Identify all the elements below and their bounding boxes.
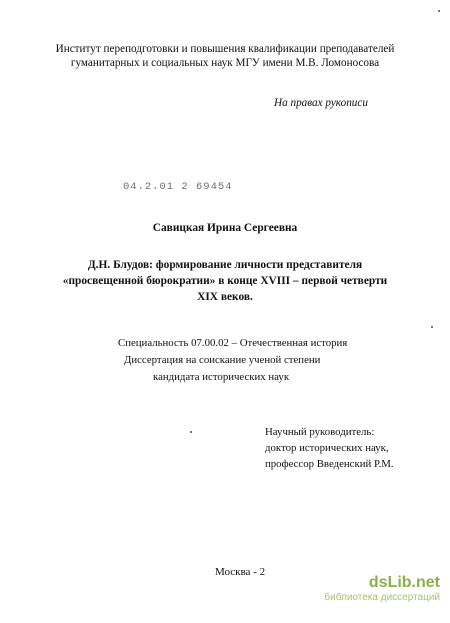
title-line-2: «просвещенной бюрократии» в конце XVIII – первой четверти <box>62 275 388 287</box>
watermark-subtitle: библиотека диссертаций <box>324 592 440 603</box>
specialty-line: Специальность 07.00.02 – Отечественная история <box>118 337 348 349</box>
supervisor-degree: доктор исторических наук, <box>265 442 389 454</box>
supervisor-label: Научный руководитель: <box>265 426 375 438</box>
scan-speck <box>431 326 433 328</box>
author-name: Савицкая Ирина Сергеевна <box>152 222 298 234</box>
scan-speck <box>438 10 440 12</box>
institute-line-1: Институт переподготовки и повышения квалификации преподавателей <box>55 43 395 55</box>
title-line-3: XIX веков. <box>197 291 253 303</box>
watermark <box>318 574 440 603</box>
manuscript-rights-note: На правах рукописи <box>274 97 368 109</box>
city-year: Москва - 2 <box>215 566 266 578</box>
scan-speck <box>190 431 192 433</box>
dissertation-title <box>0 257 450 305</box>
supervisor-name: профессор Введенский Р.М. <box>265 458 394 470</box>
institute-line-2: гуманитарных и социальных наук МГУ имени М.В. Ломоносова <box>70 57 380 69</box>
title-line-1: Д.Н. Блудов: формирование личности представителя <box>87 259 363 271</box>
dissertation-line: Диссертация на соискание ученой степени <box>124 354 321 366</box>
registration-stamp: 04.2.01 2 69454 <box>123 181 233 193</box>
institute-header <box>0 42 450 70</box>
watermark-logo: dsLib.net <box>368 574 440 591</box>
supervisor-block <box>265 424 394 472</box>
degree-line: кандидата исторических наук <box>153 371 290 383</box>
